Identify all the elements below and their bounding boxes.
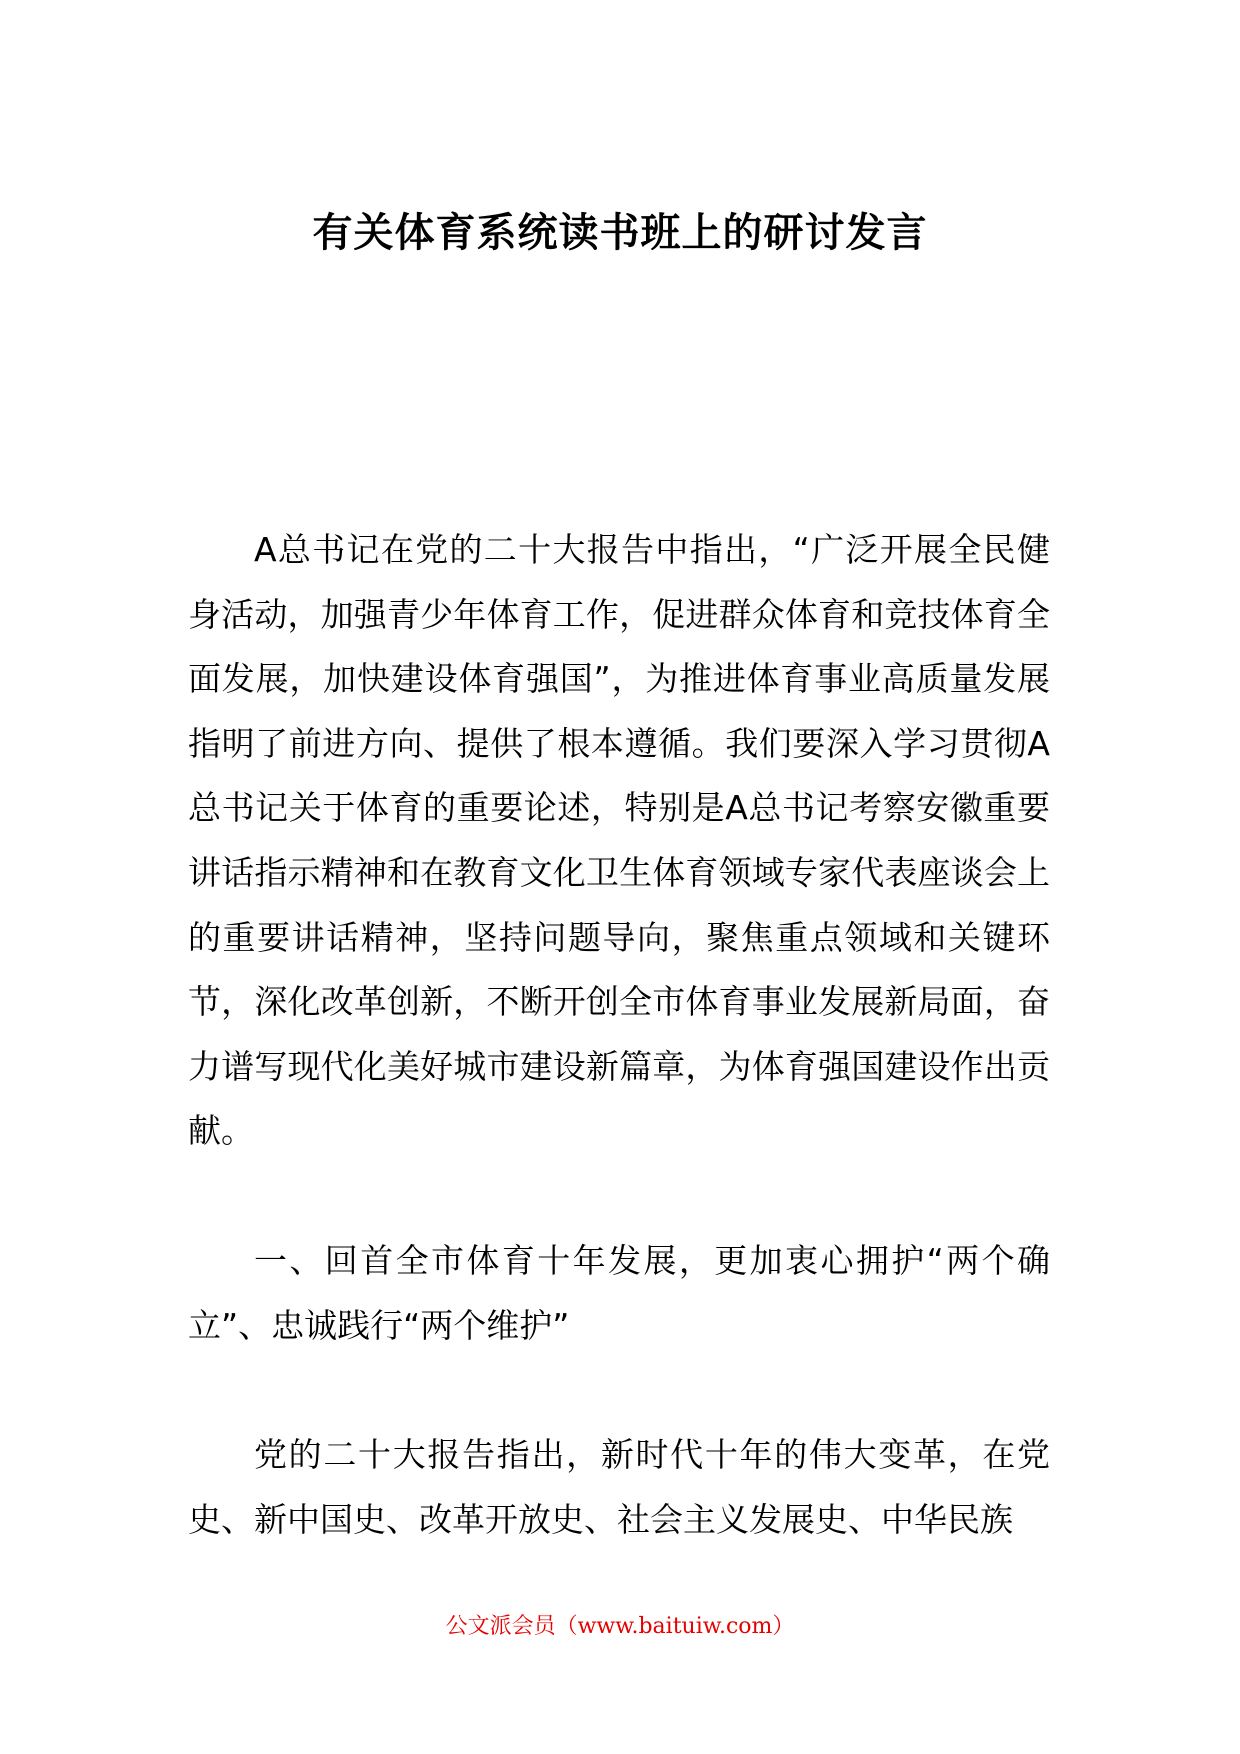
section-heading-one: 一、回首全市体育十年发展，更加衷心拥护“两个确立”、忠诚践行“两个维护”: [188, 1241, 1050, 1345]
body-paragraph-section-one: 党的二十大报告指出，新时代十年的伟大变革，在党史、新中国史、改革开放史、社会主义发展史、中华民族: [188, 1435, 1050, 1539]
body-paragraph-intro: A总书记在党的二十大报告中指出，“广泛开展全民健身活动，加强青少年体育工作，促进群众体育和竞技体育全面发展，加快建设体育强国”，为推进体育事业高质量发展指明了前进方向、提供了根本遵循。我们要深入学习贯彻A总书记关于体育的重要论述，特别是A总书记考察安徽重要讲话指示精神和在教育文化卫生体育领域专家代表座谈会上的重要讲话精神，坚持问题导向，聚焦重点领域和关键环节，深化改革创新，不断开创全市体育事业发展新局面，奋力谱写现代化美好城市建设新篇章，为体育强国建设作出贡献。: [188, 530, 1050, 1151]
footer-watermark: 公文派会员（www.baituiw.com）: [445, 1614, 795, 1639]
document-title: 有关体育系统读书班上的研讨发言: [312, 210, 928, 256]
